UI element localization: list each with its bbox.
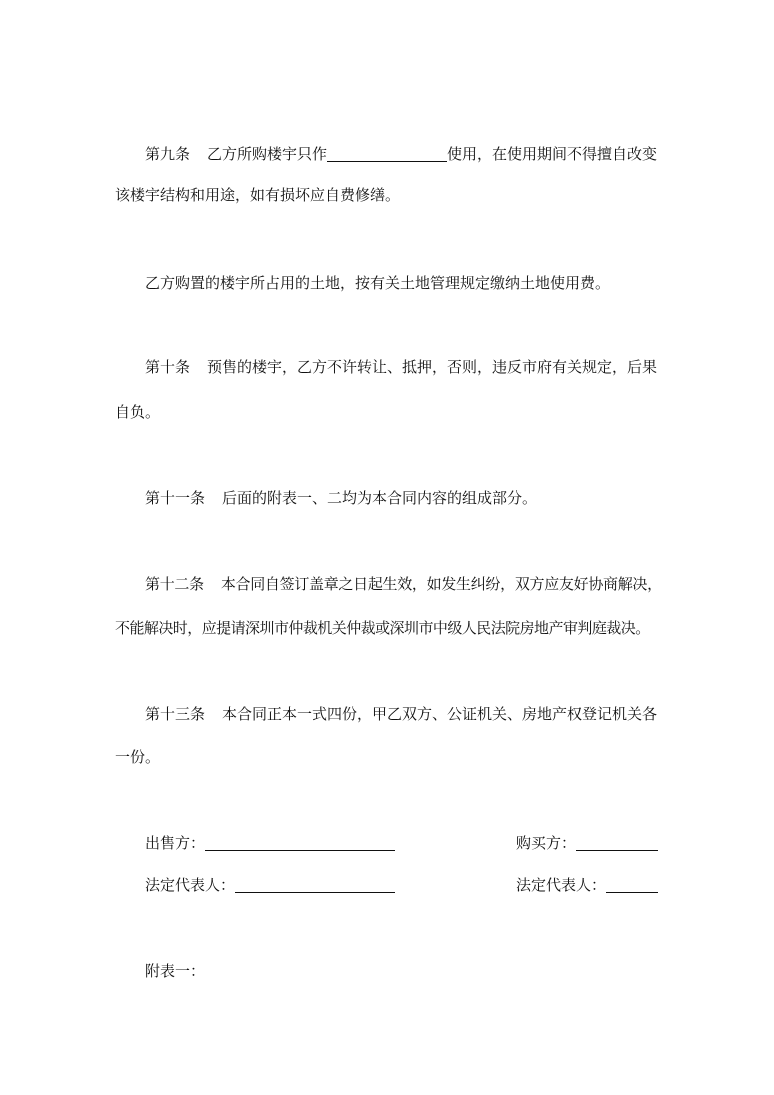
seller-label: 出售方：	[145, 834, 206, 852]
article-13-line-2: 一份。	[115, 748, 161, 766]
seller-blank-field[interactable]	[205, 834, 395, 851]
appendix-1-heading: 附表一：	[145, 962, 206, 980]
article-10-label: 第十条	[145, 358, 191, 376]
seller-rep-blank-field[interactable]	[235, 876, 395, 893]
buyer-label: 购买方：	[516, 834, 577, 852]
seller-rep-label: 法定代表人：	[145, 876, 236, 894]
article-10-text: 预售的楼宇，乙方不许转让、抵押，否则，违反市府有关规定，后果	[207, 358, 658, 376]
seller-signature-line	[145, 832, 395, 854]
article-10-line-1	[145, 356, 657, 378]
article-11-line-1	[145, 487, 537, 509]
article-9-label: 第九条	[145, 145, 191, 163]
article-10-line-2: 自负。	[115, 403, 161, 421]
article-11-label: 第十一条	[145, 489, 206, 507]
article-12-line-2: 不能解决时，应提请深圳市仲裁机关仲裁或深圳市中级人民法院房地产审判庭裁决。	[115, 619, 650, 637]
article-12-label: 第十二条	[145, 575, 204, 593]
article-13-text: 本合同正本一式四份，甲乙双方、公证机关、房地产权登记机关各	[222, 705, 658, 723]
buyer-rep-blank-field[interactable]	[606, 876, 658, 893]
seller-representative-line	[145, 874, 395, 896]
article-11-text: 后面的附表一、二均为本合同内容的组成部分。	[222, 489, 538, 507]
buyer-rep-label: 法定代表人：	[516, 876, 607, 894]
article-9-line-1	[145, 143, 657, 165]
article-9-land-fee-paragraph: 乙方购置的楼宇所占用的土地，按有关土地管理规定缴纳土地使用费。	[145, 274, 611, 292]
buyer-signature-line	[516, 832, 658, 854]
article-9-line-2: 该楼宇结构和用途，如有损坏应自费修缮。	[115, 186, 401, 204]
article-13-label: 第十三条	[145, 705, 206, 723]
article-9-text-before-blank: 乙方所购楼宇只作	[207, 145, 328, 163]
usage-blank-field[interactable]	[327, 145, 447, 162]
article-12-line-1	[145, 573, 662, 595]
buyer-blank-field[interactable]	[576, 834, 658, 851]
article-9-text-after-blank: 使用，在使用期间不得擅自改变	[447, 145, 658, 163]
article-13-line-1	[145, 703, 657, 725]
article-12-text: 本合同自签订盖章之日起生效，如发生纠纷，双方应友好协商解决，	[220, 575, 662, 593]
buyer-representative-line	[516, 874, 658, 896]
